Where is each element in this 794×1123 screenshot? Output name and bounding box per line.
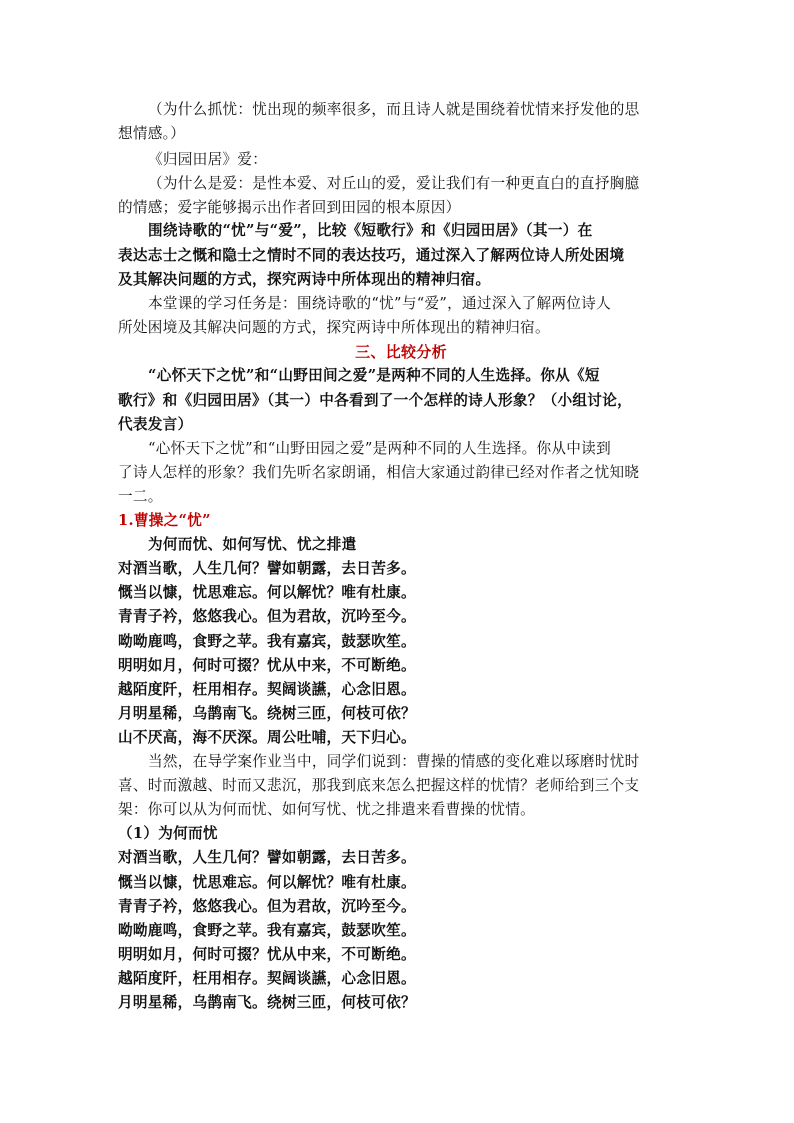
poem-line: 慨当以慷，忧思难忘。何以解忧？唯有杜康。 bbox=[118, 874, 416, 891]
poem-line: 慨当以慷，忧思难忘。何以解忧？唯有杜康。 bbox=[118, 584, 416, 601]
paragraph-objective-1: 围绕诗歌的“忧”与“爱”，比较《短歌行》和《归园田居》（其一）在 bbox=[148, 222, 593, 239]
paragraph-question-2: 歌行》和《归园田居》（其一）中各看到了一个怎样的诗人形象？（小组讨论， bbox=[118, 392, 632, 409]
poem-line: 山不厌高，海不厌深。周公吐哺，天下归心。 bbox=[118, 729, 416, 746]
paragraph-objective-3: 及其解决问题的方式，探究两诗中所体现出的精神归宿。 bbox=[118, 271, 491, 288]
paragraph-scaffold-3: 架：你可以从为何而忧、如何写忧、忧之排遣来看曹操的忧情。 bbox=[118, 801, 536, 818]
poem-line: 月明星稀，乌鹊南飞。绕树三匝，何枝可依？ bbox=[118, 705, 416, 722]
paragraph-reading-3: 一二。 bbox=[118, 488, 163, 505]
poem-line: 呦呦鹿鸣，食野之苹。我有嘉宾，鼓瑟吹笙。 bbox=[118, 922, 416, 939]
paragraph-reading-2: 了诗人怎样的形象？我们先听名家朗诵，相信大家通过韵律已经对作者之忧知晓 bbox=[118, 464, 640, 481]
paragraph-why-worry-cont: 想情感。） bbox=[118, 125, 186, 142]
paragraph-why-love-cont: 的情感；爱字能够揭示出作者回到田园的根本原因） bbox=[118, 199, 461, 216]
paragraph-reading-1: “心怀天下之忧”和“山野田园之爱”是两种不同的人生选择。你从中读到 bbox=[148, 440, 611, 457]
poem-line: 呦呦鹿鸣，食野之苹。我有嘉宾，鼓瑟吹笙。 bbox=[118, 633, 416, 650]
poem-line: 越陌度阡，枉用相存。契阔谈讌，心念旧恩。 bbox=[118, 681, 416, 698]
paragraph-why-love: （为什么是爱：是性本爱、对丘山的爱，爱让我们有一种更直白的直抒胸臆 bbox=[148, 175, 640, 192]
subheading-scaffold: 为何而忧、如何写忧、忧之排遣 bbox=[148, 536, 357, 553]
section-heading-compare: 三、比较分析 bbox=[355, 343, 447, 361]
paragraph-scaffold-2: 喜、时而激越、时而又悲沉，那我到底来怎么把握这样的忧情？老师给到三个支 bbox=[118, 777, 640, 794]
poem-line: 对酒当歌，人生几何？譬如朝露，去日苦多。 bbox=[118, 560, 416, 577]
paragraph-why-worry: （为什么抓忧：忧出现的频率很多，而且诗人就是围绕着忧情来抒发他的思 bbox=[148, 101, 640, 118]
poem-line: 越陌度阡，枉用相存。契阔谈讌，心念旧恩。 bbox=[118, 970, 416, 987]
poem-line: 明明如月，何时可掇？忧从中来，不可断绝。 bbox=[118, 657, 416, 674]
paragraph-question-1: “心怀天下之忧”和“山野田间之爱”是两种不同的人生选择。你从《短 bbox=[148, 367, 600, 384]
poem-line: 青青子衿，悠悠我心。但为君故，沉吟至今。 bbox=[118, 898, 416, 915]
poem-line: 月明星稀，乌鹊南飞。绕树三匝，何枝可依？ bbox=[118, 994, 416, 1011]
paragraph-guiyuan-love: 《归园田居》爱： bbox=[148, 151, 268, 168]
subheading-why-worry: （1）为何而忧 bbox=[118, 825, 218, 842]
paragraph-scaffold-1: 当然，在导学案作业当中，同学们说到：曹操的情感的变化难以琢磨时忧时 bbox=[148, 753, 640, 770]
paragraph-question-3: 代表发言） bbox=[118, 416, 193, 433]
subheading-caocao-worry: 1.曹操之“忧” bbox=[118, 512, 211, 529]
paragraph-task-2: 所处困境及其解决问题的方式，探究两诗中所体现出的精神归宿。 bbox=[118, 319, 550, 336]
paragraph-objective-2: 表达志士之慨和隐士之情时不同的表达技巧，通过深入了解两位诗人所处困境 bbox=[118, 247, 625, 264]
poem-line: 青青子衿，悠悠我心。但为君故，沉吟至今。 bbox=[118, 608, 416, 625]
poem-line: 明明如月，何时可掇？忧从中来，不可断绝。 bbox=[118, 946, 416, 963]
poem-line: 对酒当歌，人生几何？譬如朝露，去日苦多。 bbox=[118, 849, 416, 866]
paragraph-task-1: 本堂课的学习任务是：围绕诗歌的“忧”与“爱”，通过深入了解两位诗人 bbox=[148, 295, 611, 312]
